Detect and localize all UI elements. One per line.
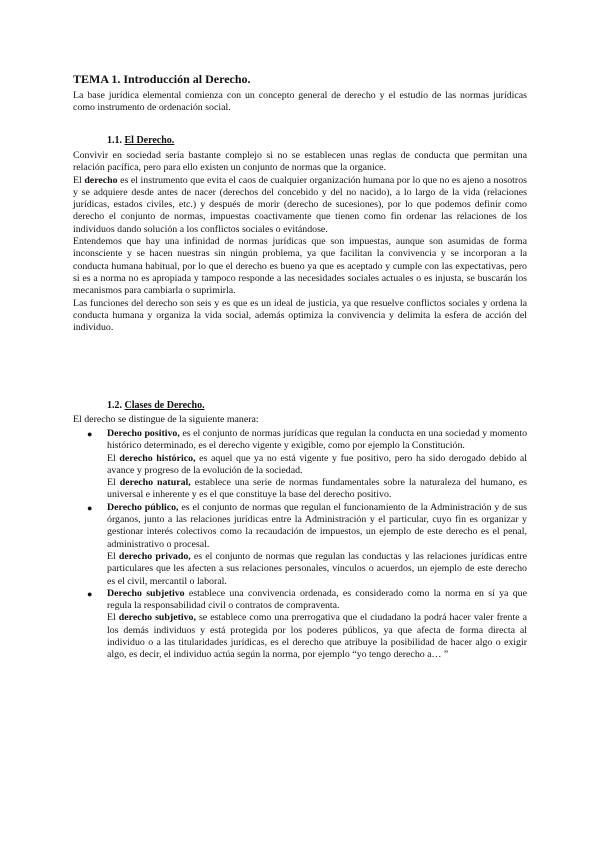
section-1-number: 1.1.: [107, 135, 122, 146]
section-1-heading: [107, 135, 174, 147]
item-text: establece una convivencia ordenada, es considerado como la norma en sí ya que regula la responsabilidad civil o contratos de compraventa.: [107, 587, 527, 612]
sub-term: derecho natural,: [119, 477, 191, 489]
sub-term: derecho subjetivo,: [118, 612, 196, 624]
derecho-term: derecho: [84, 174, 118, 186]
section-1-paragraph-1: Convivir en sociedad sería bastante complejo si no se establecen unas reglas de conducta que permitan una relación pacífica, pero para ello existen un conjunto de normas que la organice.: [73, 150, 527, 174]
intro-paragraph: [73, 90, 527, 115]
list-subitem: [73, 477, 527, 502]
sub-pre: El: [107, 452, 120, 464]
section-2-number: 1.2.: [107, 400, 122, 411]
document-title: TEMA 1. Introducción al Derecho.: [73, 72, 251, 86]
list-item: [73, 588, 527, 662]
sub-pre: El: [107, 550, 119, 562]
list-subitem: [73, 551, 527, 588]
list-item-main: [73, 502, 527, 551]
section-2-lead-text: El derecho se distingue de la siguiente manera:: [73, 414, 259, 425]
classes-list: [73, 428, 527, 662]
list-item-main: [73, 428, 527, 453]
list-subitem: [73, 453, 527, 478]
bullet-icon: ●: [87, 588, 93, 599]
sub-text: se establece como una prerrogativa que el ciudadano la podrá hacer valer frente a los demás individuos y está protegida por los poderes públicos, ya que afecta de forma directa al individuo o a las titularidades jurídicas, es el derecho que atribuye la posibilidad de hacer algo o exigir algo, es decir, el individuo actúa según la norma, por ejemplo “yo tengo derecho a… ”: [107, 612, 527, 661]
sub-term: derecho privado,: [118, 550, 191, 562]
bullet-icon: ●: [87, 502, 93, 513]
item-term: Derecho público,: [107, 501, 179, 513]
list-item-main: [73, 588, 527, 613]
sub-text: es el conjunto de normas que regulan las conductas y las relaciones jurídicas entre particulares que les afecten a sus relaciones personales, vínculos o acuerdos, un ejemplo de este derecho es el civil, mercantil o laboral.: [107, 550, 527, 587]
item-text: es el conjunto de normas jurídicas que regulan la conducta en una sociedad y momento histórico determinado, es el derecho vigente y exigible, como por ejemplo la Constitución.: [107, 428, 528, 452]
item-term: Derecho positivo,: [107, 428, 180, 439]
sub-text: establece una serie de normas fundamentales sobre la naturaleza del humano, es universal e inherente y es el que constituye la base del derecho positivo.: [107, 477, 527, 501]
list-item: [73, 502, 527, 588]
sub-term: derecho histórico,: [119, 452, 196, 464]
bullet-icon: ●: [87, 429, 93, 439]
item-text: es el conjunto de normas que regulan el funcionamiento de la Administración y de sus órganos, junto a las relaciones jurídicas entre la Administración y el particular, cuyo fin es organizar y gestionar interés colectivos como la recaudación de impuestos, un ejemplo de este derecho es el penal, administrativo o procesal.: [107, 501, 527, 550]
section-1-title: El Derecho.: [124, 135, 175, 146]
section-1-paragraph-4: Las funciones del derecho son seis y es que es un ideal de justicia, ya que resuelve conflictos sociales y ordena la conducta humana y organiza la vida social, además optimiza la convivencia y delimita la esfera de acción del individuo.: [73, 297, 527, 334]
p2-pre: El: [73, 174, 85, 186]
item-term: Derecho subjetivo: [107, 587, 185, 599]
intro-text: La base jurídica elemental comienza con un concepto general de derecho y el estudio de las normas jurídicas como instrumento de ordenación social.: [73, 90, 527, 114]
section-1-paragraph-3: Entendemos que hay una infinidad de normas jurídicas que son impuestas, aunque son asumidas de forma inconsciente y se hacen nuestras sin ningún problema, ya que facilitan la convivencia y se incorporan a la conducta humana habitual, por lo que el derecho es bueno ya que es aceptado y cumple con las expectativas, pero si es a norma no es apropiada y tampoco responde a las necesidades sociales actuales o es injusta, se buscarán los mecanismos para cambiarla o suprimirla.: [73, 236, 527, 297]
list-item: [73, 428, 527, 502]
list-subitem: [73, 612, 527, 661]
section-1-paragraph-2: [73, 175, 527, 236]
section-2-title: Clases de Derecho.: [124, 400, 205, 411]
section-2-lead: [73, 414, 527, 426]
sub-text: es aquel que ya no está vigente y fue positivo, pero ha sido derogado debido al avance y progreso de la evolución de la sociedad.: [107, 452, 527, 476]
sub-pre: El: [107, 477, 120, 489]
sub-pre: El: [107, 612, 119, 624]
section-2-heading: [107, 400, 205, 412]
section-1-body: [73, 150, 527, 334]
p2-post: es el instrumento que evita el caos de cualquier organización humana por lo que no es ajeno a nosotros y se adquiere desde antes de nacer (derechos del concebido y del no nacido), a lo largo de la vida (relaciones jurídicas, estados civiles, etc.) y después de morir (derecho de sucesiones), por lo que podemos definir como derecho el conjunto de normas, impuestas coactivamente que tienen como fin ordenar las relaciones de los individuos dando solución a los conflictos sociales o evitándose.: [73, 174, 527, 235]
